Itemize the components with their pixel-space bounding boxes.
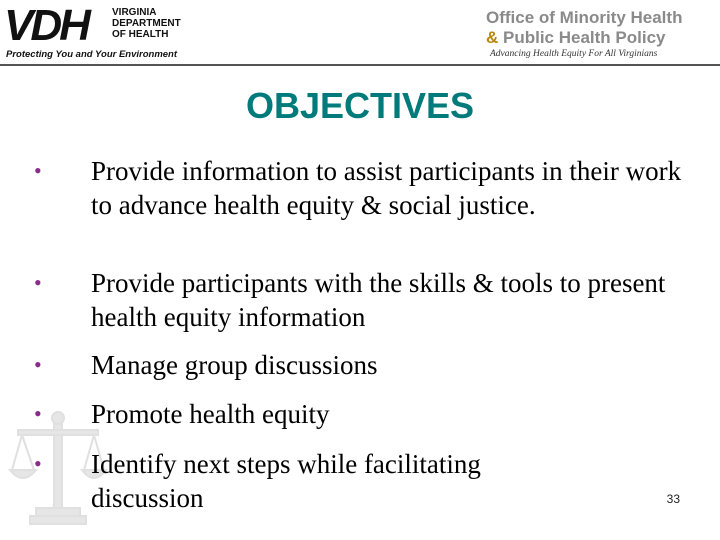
vdh-logo bbox=[4, 1, 184, 60]
omh-logo-line1: Office of Minority Health bbox=[486, 8, 683, 27]
slide-number: 33 bbox=[666, 492, 680, 506]
vdh-logo-line2: DEPARTMENT bbox=[112, 18, 181, 29]
omh-logo-ampersand: & bbox=[486, 28, 499, 47]
slide-header bbox=[0, 0, 720, 66]
list-item-text: Identify next steps while facilitating discussion bbox=[91, 449, 481, 513]
vdh-logo-mark: VDH bbox=[4, 1, 88, 50]
list-item-text: Provide participants with the skills & tools to present health equity information bbox=[91, 268, 666, 332]
list-item-text: Provide information to assist participants in their work to advance health equity & social justice. bbox=[91, 156, 682, 220]
vdh-logo-line3: OF HEALTH bbox=[112, 29, 169, 40]
list-item-text: Promote health equity bbox=[91, 399, 330, 429]
header-divider bbox=[0, 64, 720, 66]
bullet-marker: • bbox=[34, 451, 42, 476]
slide-title: OBJECTIVES bbox=[245, 85, 475, 126]
bullet-marker: • bbox=[34, 401, 42, 426]
omh-logo-line2 bbox=[486, 28, 666, 48]
vdh-logo-name bbox=[112, 7, 181, 40]
omh-logo-line2-text: Public Health Policy bbox=[498, 28, 666, 47]
vdh-logo-line1: VIRGINIA bbox=[112, 7, 157, 18]
bullet-marker: • bbox=[34, 158, 42, 183]
omh-logo-tagline: Advancing Health Equity For All Virginians bbox=[490, 49, 658, 59]
bullet-marker: • bbox=[34, 352, 42, 377]
omh-logo bbox=[486, 8, 716, 62]
list-item-text: Manage group discussions bbox=[91, 350, 378, 380]
bullet-marker: • bbox=[34, 270, 42, 295]
vdh-logo-tagline: Protecting You and Your Environment bbox=[6, 49, 178, 60]
